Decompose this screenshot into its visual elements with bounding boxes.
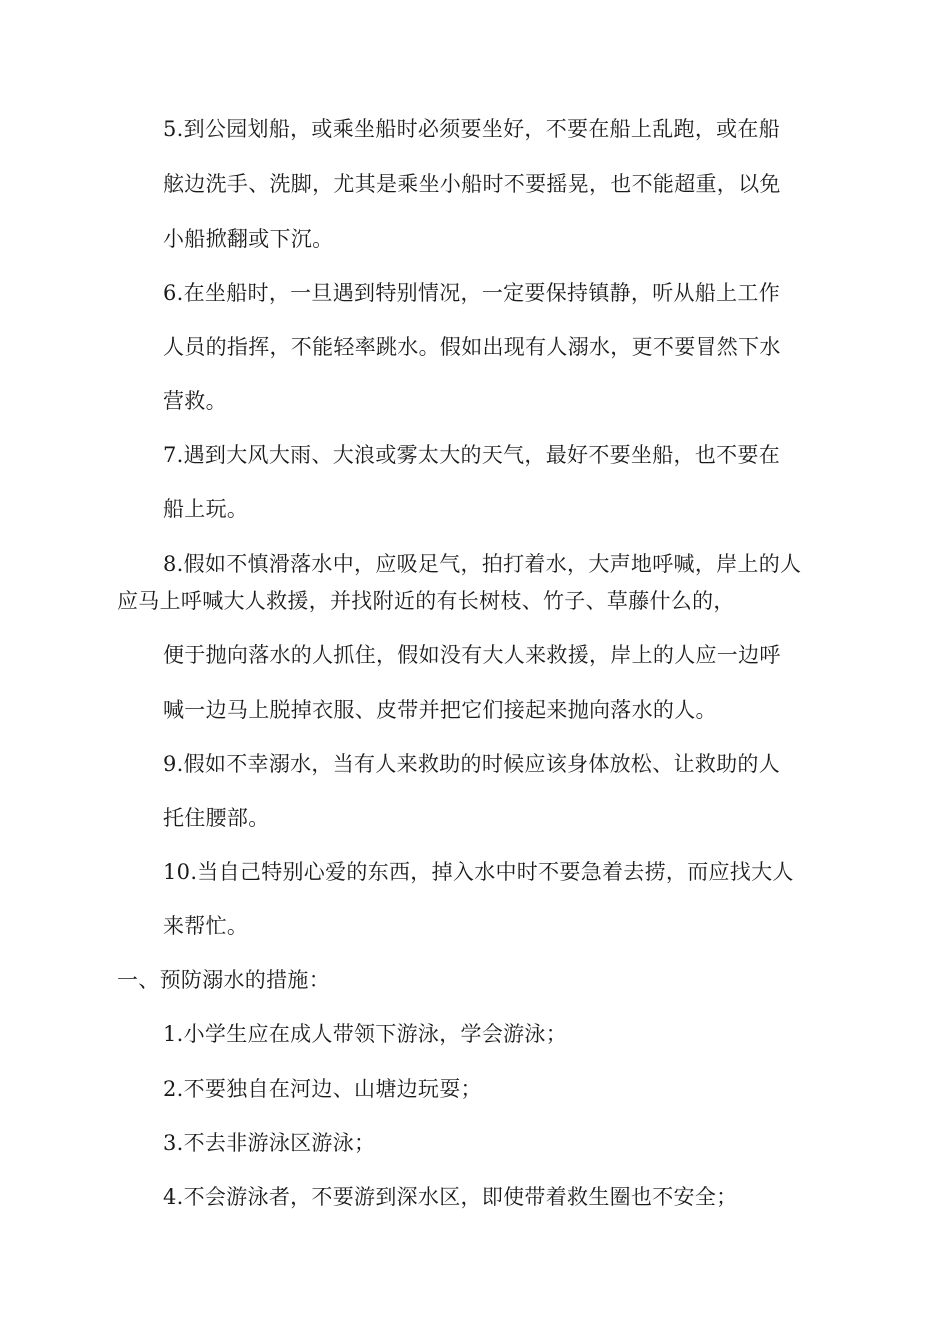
item-10-line-1: 10.当自己特别心爱的东西，掉入水中时不要急着去捞，而应找大人 bbox=[163, 860, 794, 884]
measure-3: 3.不去非游泳区游泳； bbox=[163, 1131, 376, 1155]
item-8-line-3: 便于抛向落水的人抓住，假如没有大人来救援，岸上的人应一边呼 bbox=[163, 643, 781, 667]
item-10-line-2: 来帮忙。 bbox=[163, 914, 249, 938]
item-8-line-1: 8.假如不慎滑落水中，应吸足气，拍打着水，大声地呼喊，岸上的人 bbox=[163, 552, 802, 576]
item-7-line-2: 船上玩。 bbox=[163, 497, 249, 521]
item-7-line-1: 7.遇到大风大雨、大浪或雾太大的天气，最好不要坐船，也不要在 bbox=[163, 443, 781, 467]
item-5-line-3: 小船掀翻或下沉。 bbox=[163, 227, 334, 251]
item-9-line-1: 9.假如不幸溺水，当有人来救助的时候应该身体放松、让救助的人 bbox=[163, 752, 781, 776]
item-8-line-2: 应马上呼喊大人救援，并找附近的有长树枝、竹子、草藤什么的， bbox=[117, 589, 735, 613]
item-8-line-4: 喊一边马上脱掉衣服、皮带并把它们接起来抛向落水的人。 bbox=[163, 698, 717, 722]
item-5-line-1: 5.到公园划船，或乘坐船时必须要坐好，不要在船上乱跑，或在船 bbox=[163, 117, 781, 141]
item-5-line-2: 舷边洗手、洗脚，尤其是乘坐小船时不要摇晃，也不能超重，以免 bbox=[163, 172, 781, 196]
item-6-line-1: 6.在坐船时，一旦遇到特别情况，一定要保持镇静，听从船上工作 bbox=[163, 281, 781, 305]
item-6-line-2: 人员的指挥，不能轻率跳水。假如出现有人溺水，更不要冒然下水 bbox=[163, 335, 781, 359]
item-9-line-2: 托住腰部。 bbox=[163, 806, 270, 830]
measure-2: 2.不要独自在河边、山塘边玩耍； bbox=[163, 1077, 482, 1101]
item-6-line-3: 营救。 bbox=[163, 389, 227, 413]
measure-4: 4.不会游泳者，不要游到深水区，即使带着救生圈也不安全； bbox=[163, 1185, 738, 1209]
section-heading: 一、预防溺水的措施： bbox=[117, 968, 330, 992]
measure-1: 1.小学生应在成人带领下游泳，学会游泳； bbox=[163, 1022, 568, 1046]
